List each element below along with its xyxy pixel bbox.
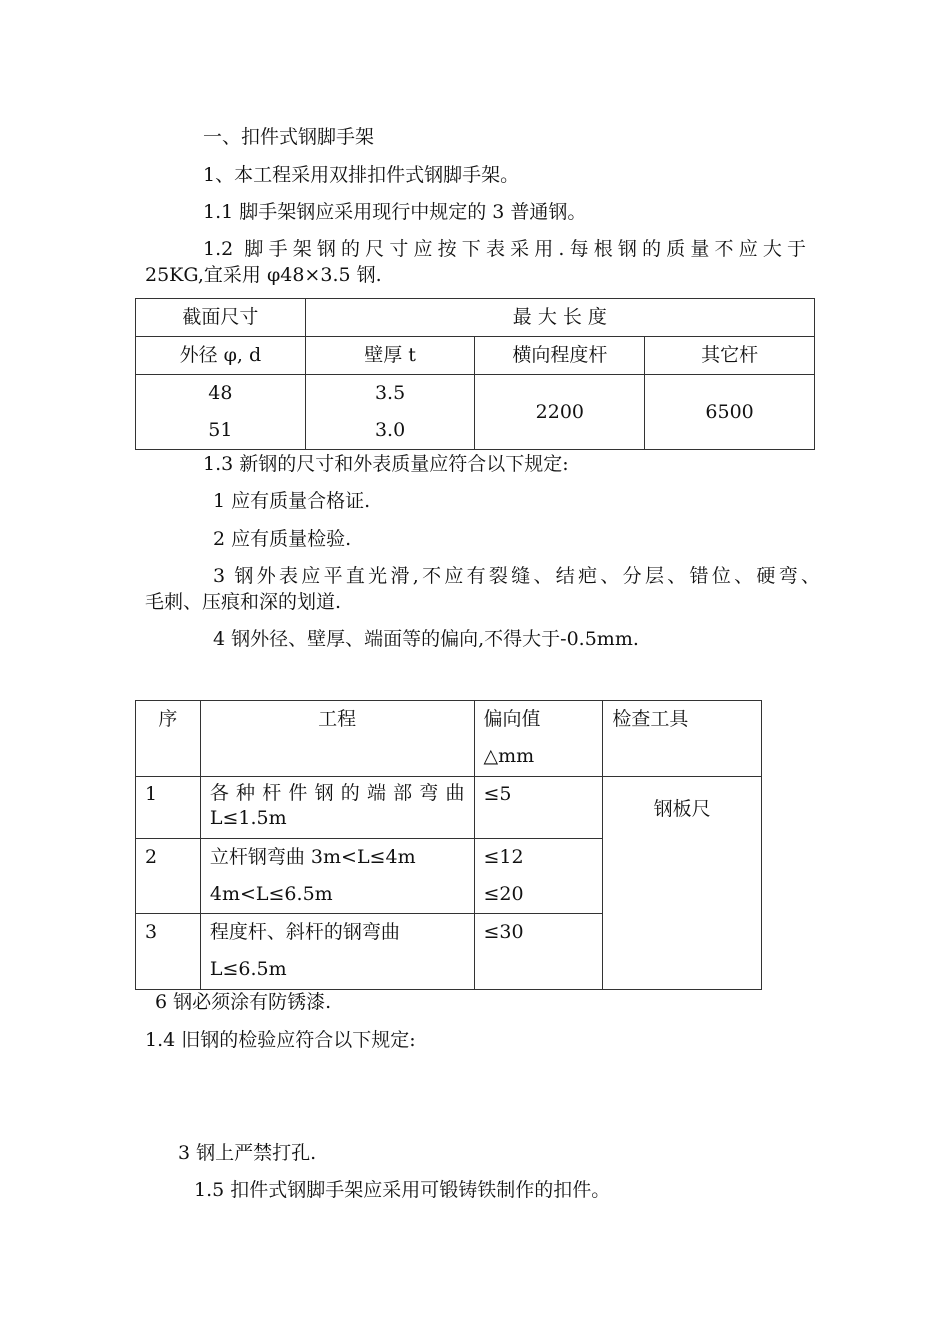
- header-deviation: 偏向值 △mm: [474, 701, 603, 777]
- paragraph: 1.4 旧钢的检验应符合以下规定:: [145, 1029, 416, 1051]
- list-item-continued: 毛刺、压痕和深的划道.: [145, 591, 342, 613]
- table-row-deviation: ≤30: [474, 914, 603, 990]
- list-item: 1 应有质量合格证.: [213, 490, 371, 512]
- header-wall-thickness: 壁厚 t: [305, 337, 475, 375]
- table-row-item: 程度杆、斜杆的钢弯曲 L≤6.5m: [200, 914, 474, 990]
- paragraph: 1.5 扣件式钢脚手架应采用可锻铸铁制作的扣件。: [194, 1179, 611, 1201]
- paragraph: 1.2 脚手架钢的尺寸应按下表采用.每根钢的质量不应大于: [203, 238, 806, 260]
- header-item: 工程: [200, 701, 474, 777]
- table-row-item: 立杆钢弯曲 3m<L≤4m 4m<L≤6.5m: [200, 839, 474, 914]
- paragraph: 25KG,宜采用 φ48×3.5 钢.: [145, 264, 382, 286]
- paragraph: 1.3 新钢的尺寸和外表质量应符合以下规定:: [203, 453, 569, 475]
- paragraph: 1.1 脚手架钢应采用现行中规定的 3 普通钢。: [203, 201, 587, 223]
- deviation-table: [135, 700, 762, 990]
- header-other-bar: 其它杆: [645, 337, 815, 375]
- wall-thickness-values: 3.5 3.0: [305, 375, 475, 450]
- table-row-seq: 1: [136, 777, 201, 839]
- pipe-size-table: [135, 298, 815, 450]
- tool-cell: 钢板尺: [603, 777, 762, 990]
- header-cross-bar: 横向程度杆: [475, 337, 645, 375]
- outer-diameter-values: 48 51: [136, 375, 306, 450]
- header-tool: 检查工具: [603, 701, 762, 777]
- paragraph: 1、本工程采用双排扣件式钢脚手架。: [203, 164, 520, 186]
- section-heading: 一、扣件式钢脚手架: [203, 126, 375, 148]
- header-seq: 序: [136, 701, 201, 777]
- table-row-seq: 2: [136, 839, 201, 914]
- header-section-size: 截面尺寸: [136, 299, 306, 337]
- other-bar-length: 6500: [645, 375, 815, 450]
- list-item: 3 钢外表应平直光滑,不应有裂缝、结疤、分层、错位、硬弯、: [213, 565, 820, 587]
- table-row-deviation: ≤12 ≤20: [474, 839, 603, 914]
- list-item: 3 钢上严禁打孔.: [178, 1142, 317, 1164]
- table-row-item: 各种杆件钢的端部弯曲 L≤1.5m: [200, 777, 474, 839]
- list-item: 4 钢外径、壁厚、端面等的偏向,不得大于-0.5mm.: [213, 628, 639, 650]
- header-outer-diameter: 外径 φ, d: [136, 337, 306, 375]
- table-row-seq: 3: [136, 914, 201, 990]
- list-item: 6 钢必须涂有防锈漆.: [155, 991, 332, 1013]
- table-row-deviation: ≤5: [474, 777, 603, 839]
- list-item: 2 应有质量检验.: [213, 528, 352, 550]
- header-max-length: 最 大 长 度: [305, 299, 814, 337]
- cross-bar-length: 2200: [475, 375, 645, 450]
